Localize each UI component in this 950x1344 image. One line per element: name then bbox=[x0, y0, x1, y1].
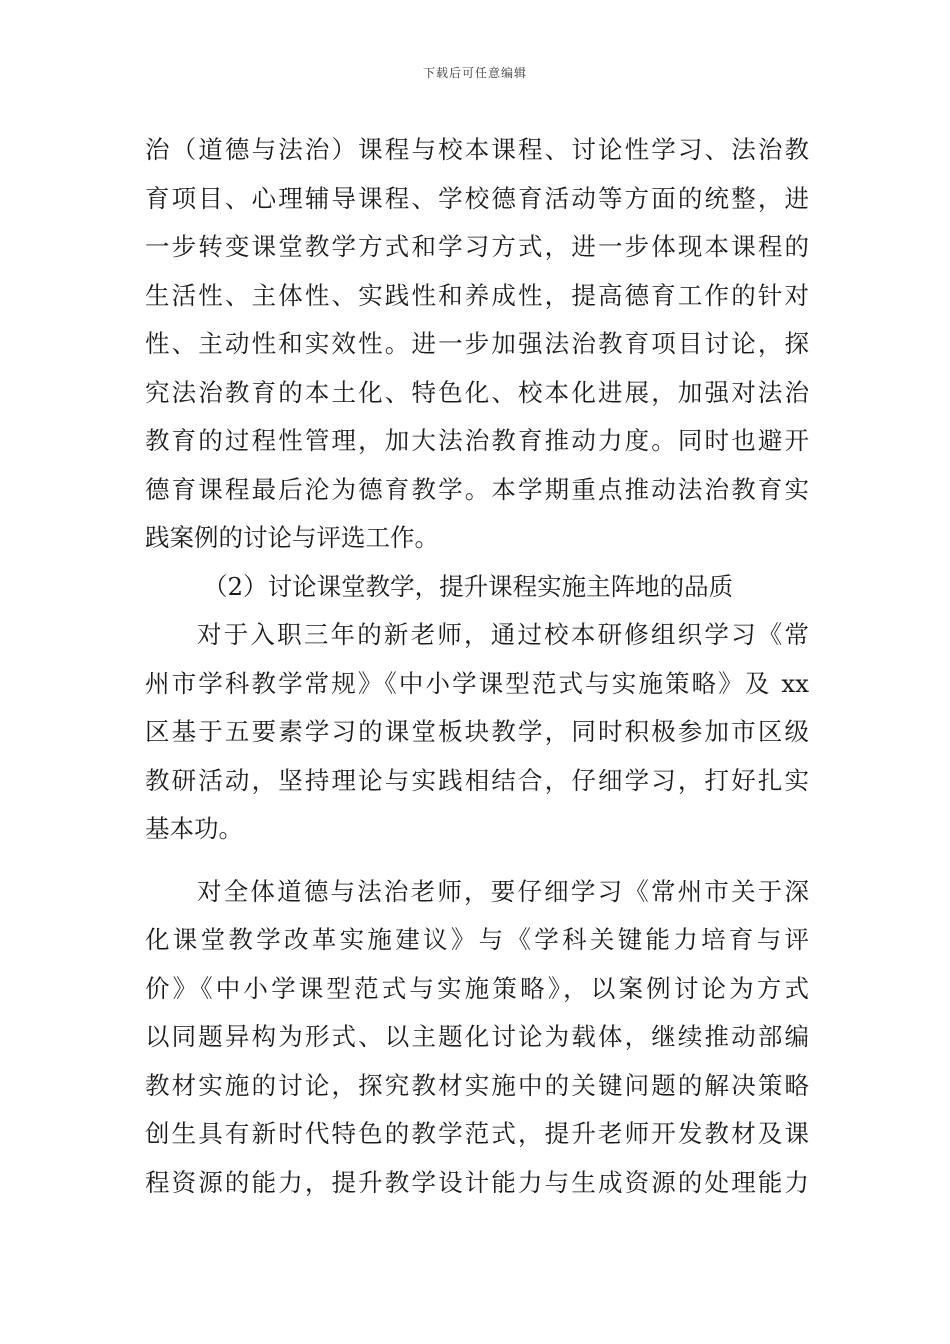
text-line: 创生具有新时代特色的教学范式，提升老师开发教材及课 bbox=[145, 1119, 809, 1148]
text-line: 性、主动性和实效性。进一步加强法治教育项目讨论，探 bbox=[145, 329, 809, 358]
text-line: 程资源的能力，提升教学设计能力与生成资源的处理能力 bbox=[145, 1167, 809, 1197]
text-line: 治（道德与法治）课程与校本课程、讨论性学习、法治教 bbox=[145, 135, 809, 164]
text-line: 以同题异构为形式、以主题化讨论为载体，继续推动部编 bbox=[145, 1022, 809, 1051]
section-heading: （2）讨论课堂教学，提升课程实施主阵地的品质 bbox=[203, 571, 734, 601]
text-line: 教材实施的讨论，探究教材实施中的关键问题的解决策略 bbox=[145, 1070, 809, 1100]
text-line: 育项目、心理辅导课程、学校德育活动等方面的统整，进 bbox=[145, 183, 809, 213]
text-line: 践案例的讨论与评选工作。 bbox=[145, 523, 439, 552]
text-line: 对全体道德与法治老师，要仔细学习《常州市关于深 bbox=[197, 876, 809, 906]
text-line: 州市学科教学常规》《中小学课型范式与实施策略》及 xx bbox=[145, 668, 809, 698]
header-note: 下载后可任意编辑 bbox=[422, 66, 527, 80]
text-line: 教研活动，坚持理论与实践相结合，仔细学习，打好扎实 bbox=[145, 765, 809, 795]
text-line: 对于入职三年的新老师，通过校本研修组织学习《常 bbox=[197, 620, 809, 649]
text-line: 化课堂教学改革实施建议》与《学科关键能力培育与评 bbox=[145, 925, 809, 954]
text-line: 教育的过程性管理，加大法治教育推动力度。同时也避开 bbox=[145, 426, 809, 455]
text-line: 价》《中小学课型范式与实施策略》，以案例讨论为方式 bbox=[145, 973, 809, 1003]
text-line: 究法治教育的本土化、特色化、校本化进展，加强对法治 bbox=[145, 377, 809, 407]
text-line: 生活性、主体性、实践性和养成性，提高德育工作的针对 bbox=[145, 280, 809, 310]
paragraph-gap bbox=[145, 854, 809, 868]
text-line: 德育课程最后沦为德育教学。本学期重点推动法治教育实 bbox=[145, 474, 809, 504]
text-line: 区基于五要素学习的课堂板块教学，同时积极参加市区级 bbox=[145, 717, 809, 746]
text-line: 基本功。 bbox=[145, 814, 243, 843]
text-line: 一步转变课堂教学方式和学习方式，进一步体现本课程的 bbox=[145, 232, 809, 261]
body-text bbox=[145, 126, 809, 1207]
